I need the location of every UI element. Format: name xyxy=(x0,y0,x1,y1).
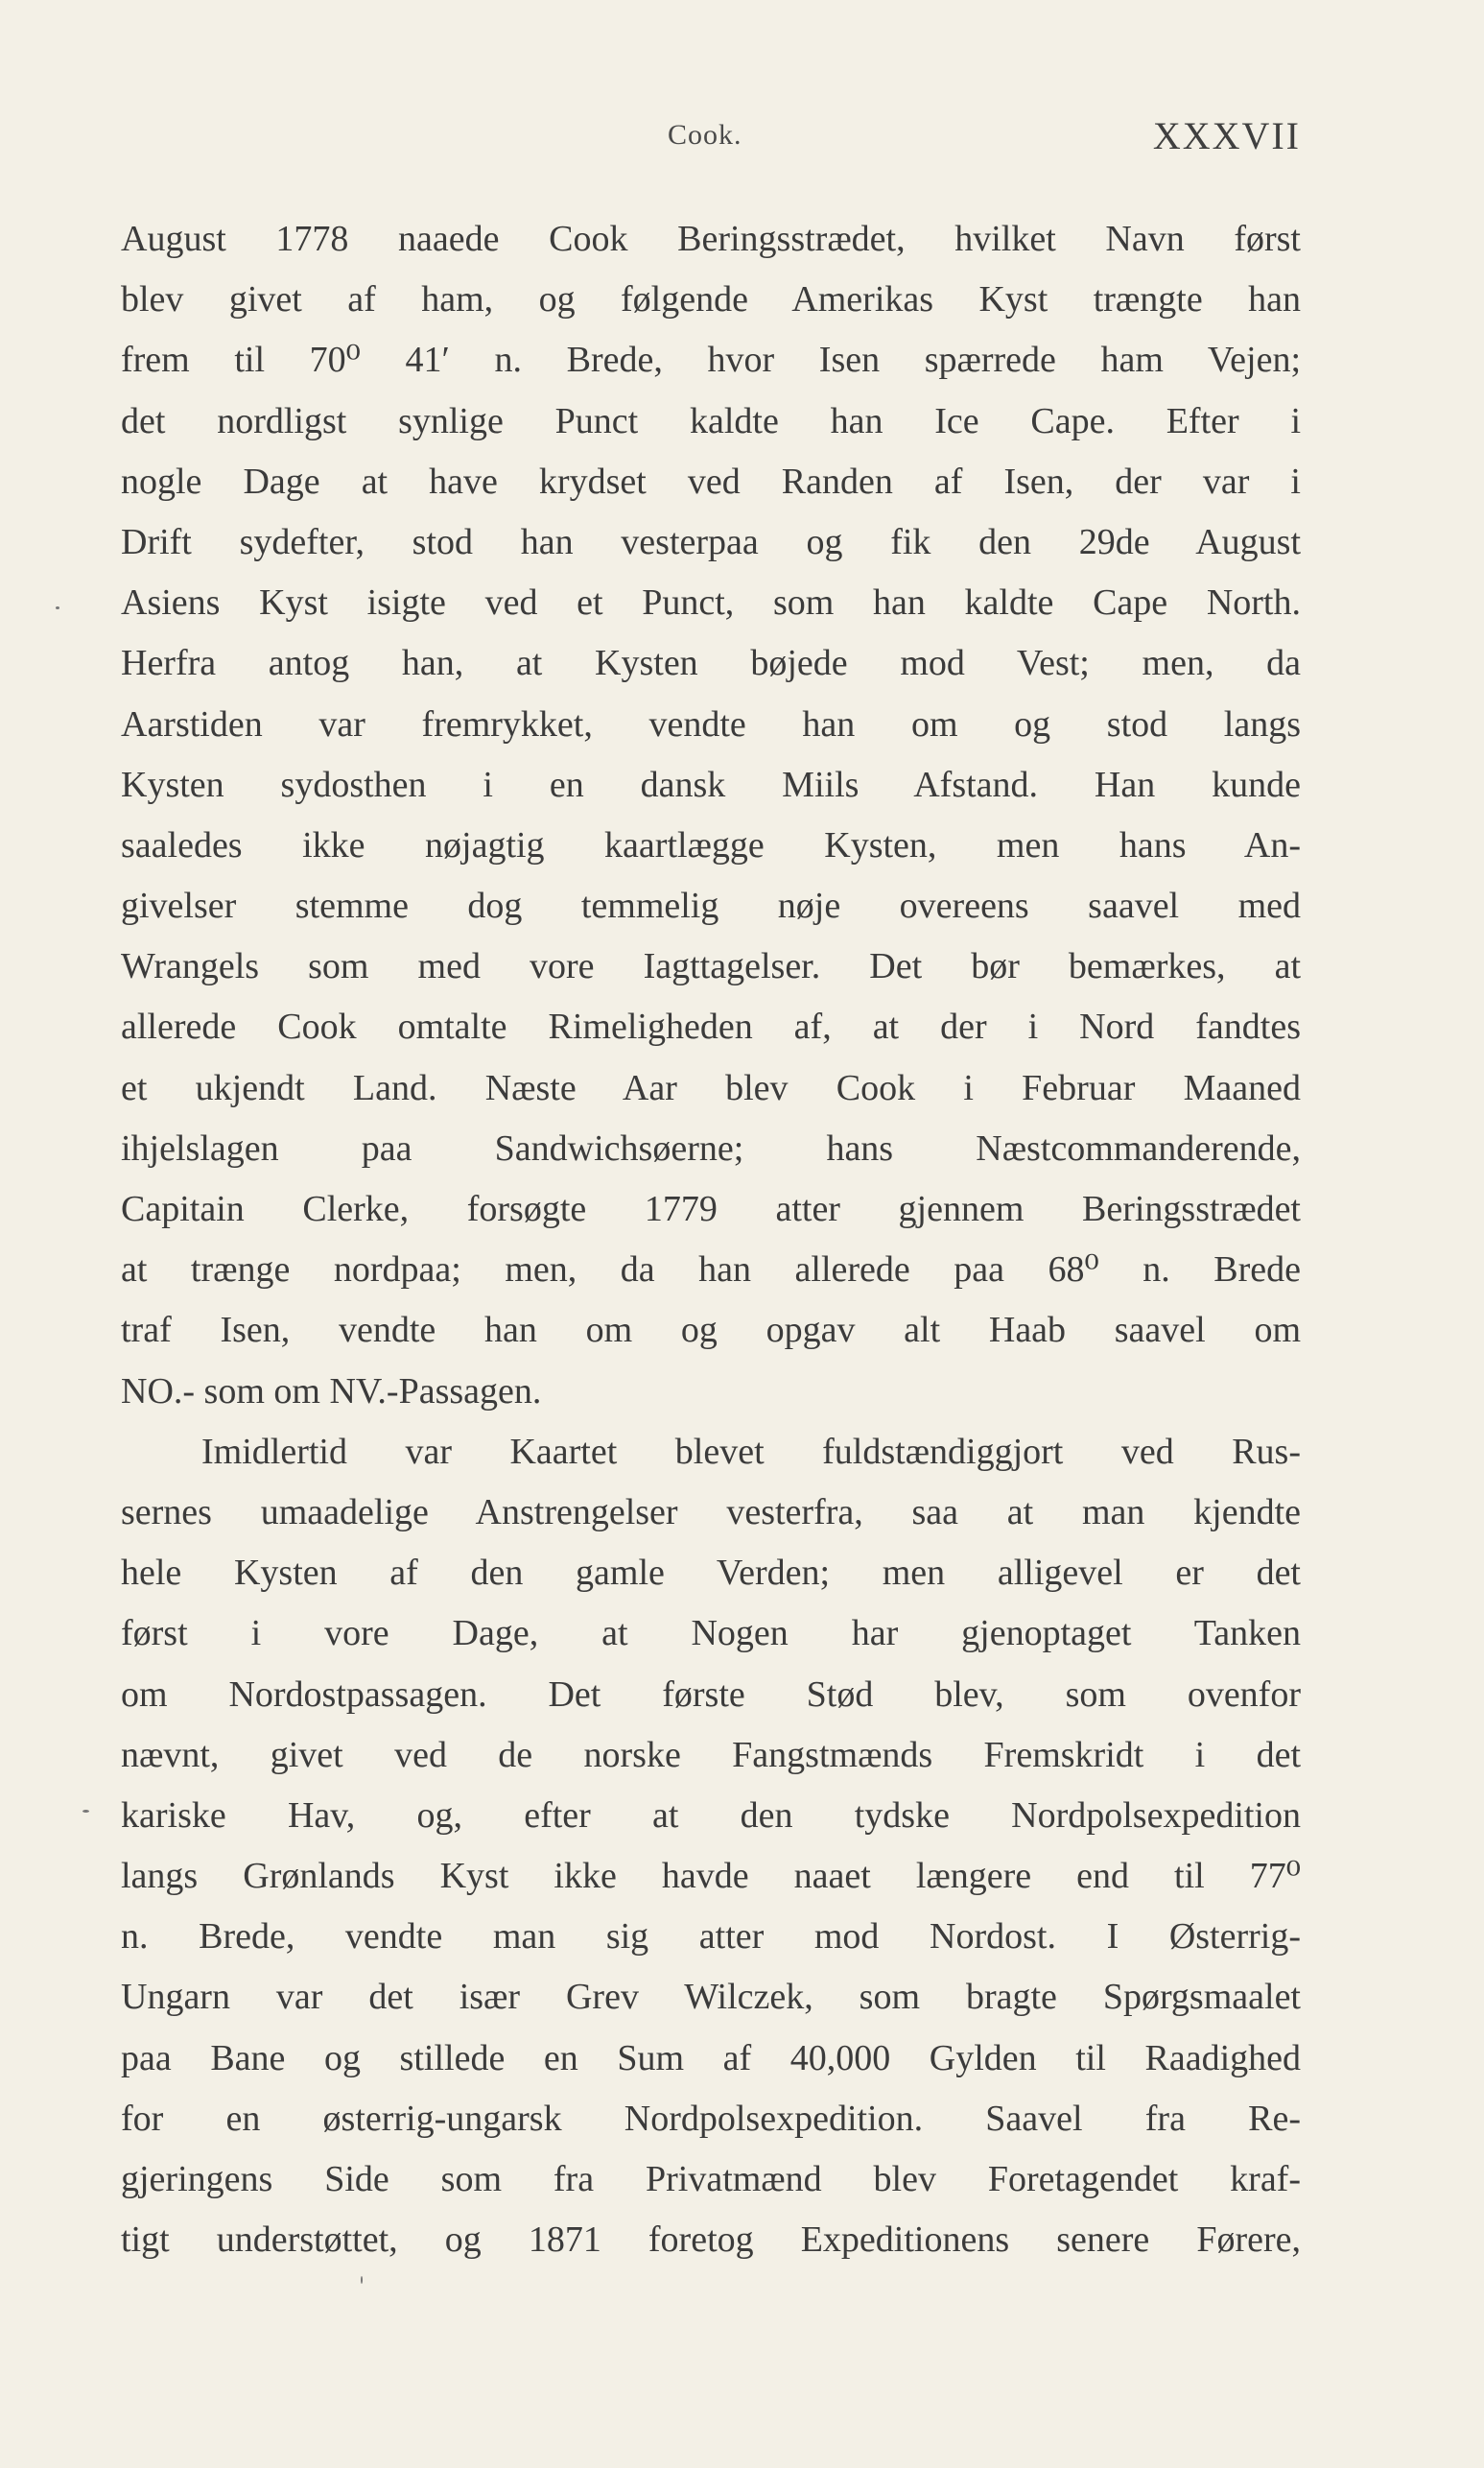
text-line: Asiens Kyst isigte ved et Punct, som han kaldte Cape North. xyxy=(121,582,1301,624)
print-speck xyxy=(361,2276,363,2284)
page-number: XXXVII xyxy=(1152,114,1301,157)
print-speck xyxy=(56,606,59,609)
text-line: om Nordostpassagen. Det første Stød blev, som ovenfor xyxy=(121,1673,1301,1715)
text-line: blev givet af ham, og følgende Amerikas Kyst trængte han xyxy=(121,279,1301,320)
text-line: at trænge nordpaa; men, da han allerede paa 68⁰ n. Brede xyxy=(121,1249,1301,1291)
text-line: allerede Cook omtalte Rimeligheden af, at der i Nord fandtes xyxy=(121,1007,1301,1048)
text-line: Aarstiden var fremrykket, vendte han om og stod langs xyxy=(121,703,1301,745)
text-line: Capitain Clerke, forsøgte 1779 atter gjennem Beringsstrædet xyxy=(121,1189,1301,1229)
text-line: n. Brede, vendte man sig atter mod Nordost. I Østerrig- xyxy=(121,1916,1301,1958)
text-line: først i vore Dage, at Nogen har gjenoptaget Tanken xyxy=(121,1613,1301,1654)
text-line: et ukjendt Land. Næste Aar blev Cook i Februar Maaned xyxy=(121,1067,1301,1108)
paragraph-2 xyxy=(121,1422,1301,2271)
text-line: hele Kysten af den gamle Verden; men alligevel er det xyxy=(121,1553,1301,1594)
text-line: August 1778 naaede Cook Beringsstrædet, hvilket Navn først xyxy=(121,219,1301,259)
page-header xyxy=(121,113,1301,171)
text-line: traf Isen, vendte han om og opgav alt Haab saavel om xyxy=(121,1310,1301,1351)
body-text xyxy=(121,209,1301,2270)
text-line: Drift sydefter, stod han vesterpaa og fik den 29de August xyxy=(121,521,1301,562)
text-line: saaledes ikke nøjagtig kaartlægge Kysten, men hans An- xyxy=(121,824,1301,866)
text-line: gjeringens Side som fra Privatmænd blev Foretagendet kraf- xyxy=(121,2159,1301,2199)
text-line: ihjelslagen paa Sandwichsøerne; hans Næstcommanderende, xyxy=(121,1127,1301,1169)
running-head: Cook. xyxy=(668,119,742,151)
text-line: Kysten sydosthen i en dansk Miils Afstand. Han kunde xyxy=(121,764,1301,805)
text-line: langs Grønlands Kyst ikke havde naaet længere end til 77⁰ xyxy=(121,1856,1301,1897)
text-line: NO.- som om NV.-Passagen. xyxy=(121,1370,542,1412)
text-line: Herfra antog han, at Kysten bøjede mod Vest; men, da xyxy=(121,643,1301,684)
text-line: nogle Dage at have krydset ved Randen af Isen, der var i xyxy=(121,461,1301,502)
text-line: givelser stemme dog temmelig nøje overeens saavel med xyxy=(121,886,1301,927)
text-line: kariske Hav, og, efter at den tydske Nordpolsexpedition xyxy=(121,1794,1301,1836)
text-line: det nordligst synlige Punct kaldte han Ice Cape. Efter i xyxy=(121,400,1301,441)
text-line: for en østerrig-ungarsk Nordpolsexpedition. Saavel fra Re- xyxy=(121,2098,1301,2139)
text-line: Wrangels som med vore Iagttagelser. Det bør bemærkes, at xyxy=(121,946,1301,987)
text-line: Ungarn var det især Grev Wilczek, som bragte Spørgsmaalet xyxy=(121,1977,1301,2018)
paragraph-1 xyxy=(121,209,1301,1422)
text-line: paa Bane og stillede en Sum af 40,000 Gylden til Raadighed xyxy=(121,2037,1301,2078)
text-line: sernes umaadelige Anstrengelser vesterfra, saa at man kjendte xyxy=(121,1491,1301,1532)
text-line: nævnt, givet ved de norske Fangstmænds Fremskridt i det xyxy=(121,1734,1301,1775)
text-line: Imidlertid var Kaartet blevet fuldstændiggjort ved Rus- xyxy=(201,1431,1301,1472)
print-speck xyxy=(82,1810,89,1813)
text-line: tigt understøttet, og 1871 foretog Expeditionens senere Førere, xyxy=(121,2219,1301,2261)
text-line: frem til 70⁰ 41′ n. Brede, hvor Isen spærrede ham Vejen; xyxy=(121,340,1301,381)
